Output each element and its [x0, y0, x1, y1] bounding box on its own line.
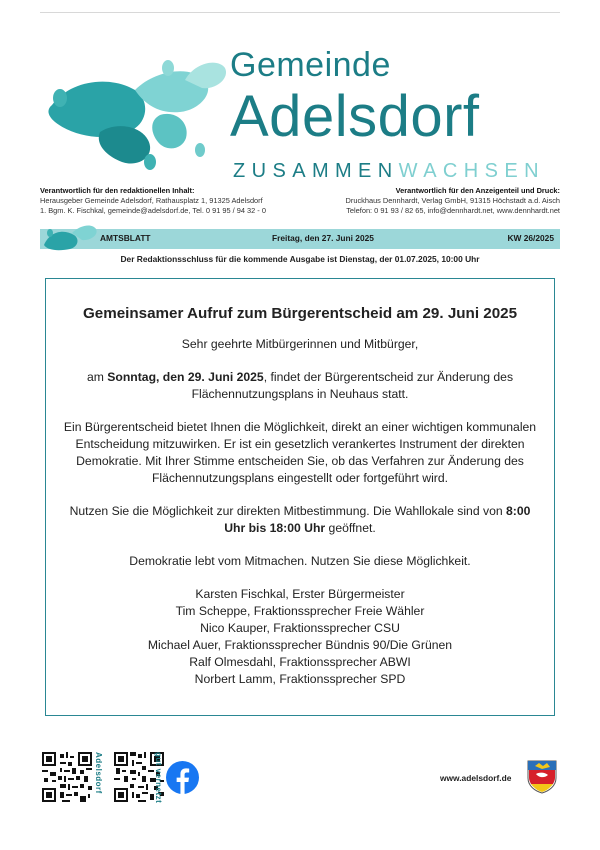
- p1-post: , findet der Bürgerentscheid zur Änderung des Flächennutzungsplans in Neuhaus statt.: [191, 370, 514, 401]
- title-adelsdorf: Adelsdorf: [230, 84, 480, 149]
- signer: Tim Scheppe, Fraktionssprecher Freie Wähler: [175, 604, 425, 618]
- imprint-print-heading: Verantwortlich für den Anzeigenteil und Druck:: [395, 186, 560, 195]
- gemeinde-logo-icon: [40, 50, 230, 180]
- notice-paragraph-2: Ein Bürgerentscheid bietet Ihnen die Möglichkeit, direkt an einer wichtigen kommunalen Entscheidung mitzuwirken. Er ist ein gesetzlich verankertes Instrument der direkten Demokratie. Mit Ihrer Stimme entscheiden Sie, ob das Verfahren zur Änderung des Flächennutzungsplans eingestellt oder fortgeführt wird.: [63, 420, 537, 485]
- deadline-notice: Der Redaktionsschluss für die kommende Ausgabe ist Dienstag, der 01.07.2025, 10:00 Uhr: [120, 254, 480, 264]
- imprint-editorial-line-1: Herausgeber Gemeinde Adelsdorf, Rathausplatz 1, 91325 Adelsdorf: [40, 196, 263, 205]
- footer-vertical-label-1: Adelsdorf: [94, 752, 103, 794]
- imprint-print-line-2: Telefon: 0 91 93 / 82 65, info@dennhardt.net, www.dennhardt.net: [346, 206, 560, 215]
- p1-pre: am: [86, 370, 108, 384]
- notice-box: [45, 278, 555, 716]
- p1-bold: Sonntag, den 29. Juni 2025: [107, 370, 264, 384]
- website-link[interactable]: www.adelsdorf.de: [440, 773, 512, 783]
- facebook-icon[interactable]: [166, 761, 199, 794]
- signer: Nico Kauper, Fraktionssprecher CSU: [200, 621, 400, 635]
- p3-pre: Nutzen Sie die Möglichkeit zur direkten Mitbestimmung. Die Wahllokale sind von: [69, 504, 507, 518]
- signer: Ralf Olmesdahl, Fraktionssprecher ABWI: [189, 655, 411, 669]
- title-gemeinde: Gemeinde: [230, 46, 391, 84]
- notice-paragraph-3: [58, 503, 542, 537]
- p3-post: geöffnet.: [325, 521, 376, 535]
- footer-vertical-label-2: gut vernetzt: [154, 752, 163, 804]
- slogan-part-1: ZUSAMMEN: [233, 160, 399, 182]
- notice-paragraph-1: [58, 369, 542, 403]
- imprint-editorial-line-2: 1. Bgm. K. Fischkal, gemeinde@adelsdorf.de, Tel. 0 91 95 / 94 32 - 0: [40, 206, 266, 215]
- signer: Michael Auer, Fraktionssprecher Bündnis 90/Die Grünen: [147, 638, 453, 652]
- calendar-week: KW 26/2025: [507, 233, 554, 243]
- signers-list: [58, 586, 542, 688]
- signer: Norbert Lamm, Fraktionssprecher SPD: [194, 672, 406, 686]
- signer: Karsten Fischkal, Erster Bürgermeister: [195, 587, 405, 601]
- amtsblatt-label: AMTSBLATT: [100, 233, 151, 243]
- imprint-print: [310, 186, 560, 216]
- notice-headline: Gemeinsamer Aufruf zum Bürgerentscheid am 29. Juni 2025: [82, 305, 518, 322]
- imprint-print-line-1: Druckhaus Dennhardt, Verlag GmbH, 91315 Höchstadt a.d. Aisch: [345, 196, 560, 205]
- slogan: [233, 160, 545, 183]
- notice-greeting: Sehr geehrte Mitbürgerinnen und Mitbürger,: [181, 337, 419, 351]
- p3-bold: 8:00 Uhr bis 18:00 Uhr: [224, 504, 531, 535]
- issue-date: Freitag, den 27. Juni 2025: [272, 233, 374, 243]
- imprint-editorial: [40, 186, 300, 216]
- imprint-editorial-heading: Verantwortlich für den redaktionellen Inhalt:: [40, 186, 195, 195]
- bar-logo-icon: [42, 221, 102, 251]
- slogan-part-2: WACHSEN: [398, 160, 545, 182]
- notice-content: [58, 279, 542, 688]
- qr-code-icon[interactable]: [42, 752, 92, 802]
- top-divider: [40, 12, 560, 13]
- notice-paragraph-4: Demokratie lebt vom Mitmachen. Nutzen Sie diese Möglichkeit.: [129, 554, 471, 568]
- coat-of-arms-icon: [527, 760, 557, 794]
